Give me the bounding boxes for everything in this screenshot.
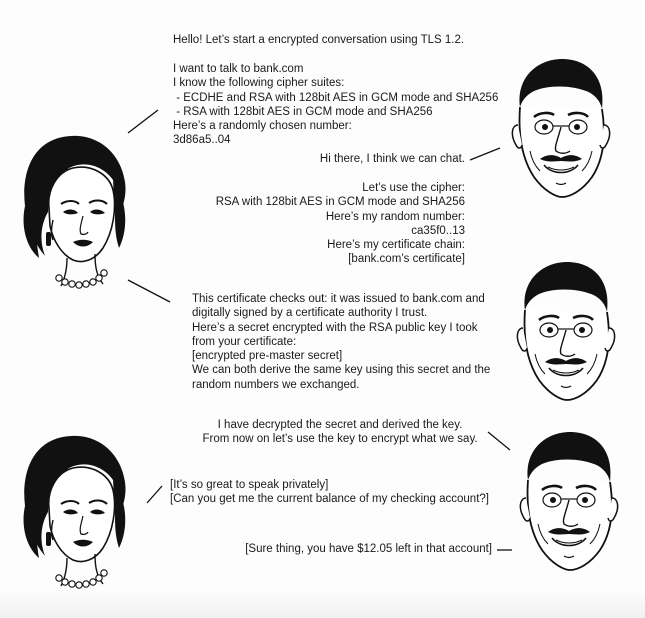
server-hello-line: RSA with 128bit AES in GCM mode and SHA256	[215, 196, 465, 209]
woman-face-icon	[15, 428, 143, 598]
client-hello-line: Here’s a randomly chosen number:	[173, 120, 352, 133]
server-hello-details	[216, 181, 465, 267]
key-exchange-line: from your certificate:	[192, 335, 297, 348]
client-key-exchange	[192, 292, 490, 392]
server-random-number: ca35f0..13	[411, 224, 465, 237]
connector-man-1	[470, 148, 500, 160]
encrypted-pre-master-secret: [encrypted pre-master secret]	[192, 350, 343, 363]
server-hello-line: Let’s use the cipher:	[362, 182, 465, 194]
encrypted-message-line: [Can you get me the current balance of my checking account?]	[170, 493, 489, 506]
woman-face-icon	[15, 128, 143, 298]
connector-woman-3	[147, 486, 162, 503]
server-finished-line: I have decrypted the secret and derived the key.	[217, 419, 463, 431]
server-finished	[190, 418, 490, 447]
server-hello-line: Here’s my random number:	[325, 210, 465, 223]
client-hello-line: I want to talk to bank.com	[173, 63, 304, 75]
man-face-icon	[505, 258, 625, 408]
client-hello-line: I know the following cipher suites:	[173, 77, 345, 90]
key-exchange-line: Here’s a secret encrypted with the RSA public key I took	[192, 321, 478, 334]
key-exchange-line: random numbers we exchanged.	[192, 378, 360, 391]
client-hello-details	[173, 62, 498, 148]
encrypted-message-line: [It’s so great to speak privately]	[170, 479, 329, 491]
client-encrypted-request	[170, 478, 489, 507]
server-hello-line: Hi there, I think we can chat.	[319, 153, 465, 165]
client-random-number: 3d86a5..04	[173, 134, 231, 147]
client-hello-line: - ECDHE and RSA with 128bit AES in GCM mode and SHA256	[173, 91, 499, 104]
server-certificate: [bank.com’s certificate]	[348, 253, 465, 266]
key-exchange-line: This certificate checks out: it was issued to bank.com and	[192, 293, 485, 305]
client-hello-line: Hello! Let’s start a encrypted conversation using TLS 1.2.	[173, 34, 465, 46]
connector-man-2	[488, 432, 510, 450]
man-face-icon	[500, 55, 620, 205]
client-hello-greeting	[173, 33, 464, 47]
server-hello-greeting	[320, 152, 465, 166]
bottom-shadow	[0, 590, 645, 618]
key-exchange-line: digitally signed by a certificate authority I trust.	[192, 307, 428, 320]
key-exchange-line: We can both derive the same key using this secret and the	[192, 364, 491, 377]
server-encrypted-reply	[245, 542, 492, 556]
encrypted-message-line: [Sure thing, you have $12.05 left in that account]	[245, 543, 492, 555]
man-face-icon	[508, 428, 628, 578]
server-hello-line: Here’s my certificate chain:	[327, 239, 465, 252]
server-finished-line: From now on let’s use the key to encrypt what we say.	[202, 433, 478, 446]
client-hello-line: - RSA with 128bit AES in GCM mode and SHA256	[173, 105, 433, 118]
